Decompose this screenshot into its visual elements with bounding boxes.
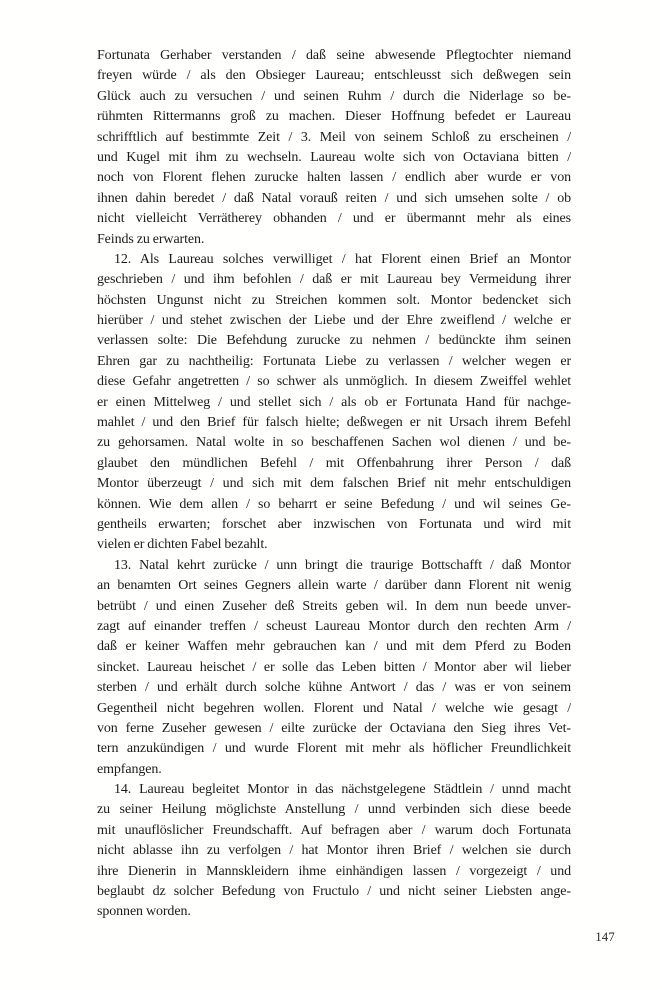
text-line: empfangen. [97,761,162,777]
text-line: Ehren gar zu nachtheilig: Fortunata Liebe zu verlassen / welcher wegen er [97,353,571,369]
text-line: rühmten Rittermanns groß zu machen. Dieser Hoffnung befedet er Laureau [97,109,571,125]
text-line: verlassen solte: Die Befehdung zurucke zu nehmen / bedünckte ihm seinen [97,333,571,349]
text-line: höchsten Ungunst nicht zu Streichen kommen solt. Montor bedencket sich [97,292,571,308]
text-line: von ferne Zuseher gewesen / eilte zurücke der Octaviana den Sieg ihres Vet- [97,720,571,736]
text-line: 14. Laureau begleitet Montor in das nächstgelegene Städtlein / unnd macht [114,782,571,798]
text-line: er einen Mittelweg / und stellet sich / als ob er Fortunata Hand für nachge- [97,394,571,410]
text-line: noch von Florent flehen zurucke halten lassen / endlich aber wurde er von [97,170,571,186]
text-line: ihre Dienerin in Mannskleidern ihme einhändigen lassen / vorgezeigt / und [97,863,571,879]
text-line: Glück auch zu versuchen / und seinen Ruhm / durch die Niderlage so be- [97,88,571,104]
text-line: glaubet den mündlichen Befehl / mit Offenbahrung ihrer Person / daß [97,455,571,471]
text-line: nicht vielleicht Verrätherey obhanden / und er übermannt mehr als eines [97,211,571,227]
text-line: 12. Als Laureau solches verwilliget / hat Florent einen Brief an Montor [114,251,571,267]
text-line: zu gehorsamen. Natal wolte in so beschaffenen Sachen wol dienen / und be- [97,435,571,451]
text-line: nicht ablasse ihn zu verfolgen / hat Montor ihren Brief / welchen sie durch [97,843,571,859]
text-line: beglaubt dz solcher Befedung von Fructulo / und nicht seiner Liebsten ange- [97,884,571,900]
text-line: zu seiner Heilung möglichste Anstellung / unnd verbinden sich diese beede [97,802,571,818]
text-line: daß er keiner Waffen mehr gebrauchen kan / und mit dem Pferd zu Boden [97,639,571,655]
text-line: vielen er dichten Fabel bezahlt. [97,537,268,553]
text-line: sterben / und erhält durch solche kühne Antwort / das / was er von seinem [97,680,571,696]
text-line: gentheils erwarten; forschet aber inzwischen von Fortunata und wird mit [97,516,571,532]
text-line: und Kugel mit ihm zu wechseln. Laureau wolte sich von Octaviana bitten / [97,149,571,165]
text-line: sincket. Laureau heischet / er solle das Leben bitten / Montor aber wil lieber [97,659,571,675]
text-line: geschrieben / und ihm befohlen / daß er mit Laureau bey Vermeidung ihrer [97,272,571,288]
text-line: hierüber / und stehet zwischen der Liebe und der Ehre zweiflend / welche er [97,313,571,329]
text-line: 13. Natal kehrt zurücke / unn bringt die traurige Bottschafft / daß Montor [114,557,571,573]
text-line: tern anzukündigen / und wurde Florent mit mehr als höflicher Freundlichkeit [97,741,571,757]
text-line: Gegentheil nicht begehren wollen. Florent und Natal / welche wie gesagt / [97,700,571,716]
text-line: an benamten Ort seines Gegners allein warte / darüber dann Florent nit wenig [97,578,571,594]
text-line: mit unauflöslicher Freundschafft. Auf befragen aber / warum doch Fortunata [97,822,571,838]
text-line: schrifftlich auf bestimmte Zeit / 3. Meil von seinem Schloß zu erscheinen / [97,129,571,145]
text-line: können. Wie dem allen / so beharrt er seine Befedung / und wil seines Ge- [97,496,571,512]
text-line: betrübt / und einen Zuseher deß Streits geben wil. In dem nun beede unver- [97,598,571,614]
text-line: Feinds zu erwarten. [97,231,205,247]
page-text [97,46,571,923]
text-line: ihnen dahin beredet / daß Natal vorauß reiten / und sich umsehen solte / ob [97,190,571,206]
text-line: zagt auf einander treffen / scheust Laureau Montor durch den rechten Arm / [97,618,571,634]
text-line: diese Gefahr angetretten / so schwer als unmöglich. In diesem Zweiffel wehlet [97,374,571,390]
text-line: Fortunata Gerhaber verstanden / daß seine abwesende Pflegtochter niemand [97,48,571,63]
text-line: Montor überzeugt / und sich mit dem falschen Brief nit mehr entschuldigen [97,476,571,492]
page-number: 147 [595,930,615,944]
text-line: freyen würde / als den Obsieger Laureau; entschleusst sich deßwegen sein [97,68,571,84]
text-line: mahlet / und den Brief für falsch hielte; deßwegen er nit Ursach ihrem Befehl [97,415,571,431]
text-line: sponnen worden. [97,904,191,920]
